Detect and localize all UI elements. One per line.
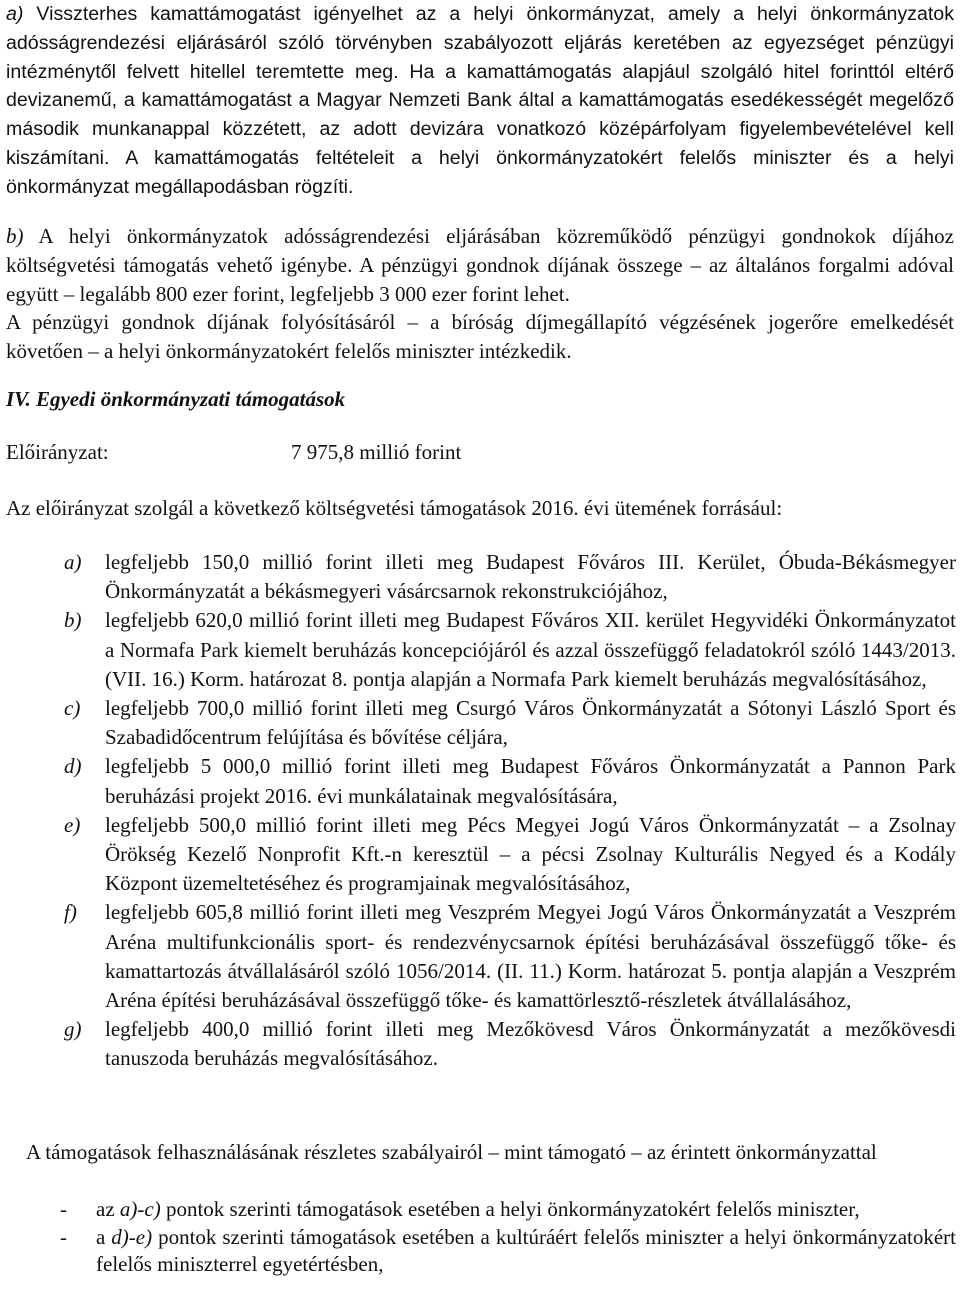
list-item xyxy=(64,694,956,752)
list-item-marker: f) xyxy=(64,900,77,925)
paragraph-b-continuation: A pénzügyi gondnok díjának folyósításáról – a bíróság díjmegállapító végzésének jogerőre emelkedését követően – a helyi önkormányzatokért felelős miniszter intézkedik. xyxy=(6,310,954,364)
list-item xyxy=(64,811,956,899)
paragraph-a xyxy=(6,0,954,202)
dash-item-point-reference: a)-c) xyxy=(119,1197,161,1221)
dash-list-item xyxy=(60,1224,956,1279)
list-item xyxy=(64,898,956,1015)
intro-text: Az előirányzat szolgál a következő költségvetési támogatások 2016. évi ütemének forrásául: xyxy=(6,496,783,520)
list-item-marker: b) xyxy=(64,608,82,633)
closing-paragraph: A támogatások felhasználásának részletes szabályairól – mint támogató – az érintett önkormányzattal xyxy=(26,1140,877,1164)
list-item-text: legfeljebb 700,0 millió forint illeti meg Csurgó Város Önkormányzatát a Sótonyi László Sport és Szabadidőcentrum felújítása és bővítése céljára, xyxy=(105,696,956,750)
list-item-text: legfeljebb 5 000,0 millió forint illeti meg Budapest Főváros Önkormányzatát a Pannon Park beruházási projekt 2016. évi munkálatainak megvalósítására, xyxy=(105,754,956,808)
paragraph-b-marker: b) xyxy=(6,224,24,248)
dash-item-suffix: pontok szerinti támogatások esetében a kultúráért felelős miniszter a helyi önkormányzatokért felelős miniszterrel egyetértésben, xyxy=(96,1224,956,1277)
list-item-text: legfeljebb 150,0 millió forint illeti meg Budapest Főváros III. Kerület, Óbuda-Békásmegyer Önkormányzatát a békásmegyeri vásárcsarnok rekonstrukciójához, xyxy=(105,550,956,604)
paragraph-a-marker: a) xyxy=(6,3,24,25)
list-item-marker: d) xyxy=(64,754,82,779)
paragraph-a-text: Visszterhes kamattámogatást igényelhet az a helyi önkormányzat, amely a helyi önkormányzatok adósságrendezési eljárásáról szóló törvényben szabályozott eljárás keretében az egyezséget pénzügyi intézménytől felvett hitellel teremtette meg. Ha a kamattámogatás alapjául szolgáló hitel forinttól eltérő devizanemű, a kamattámogatást a Magyar Nemzeti Bank által a kamattámogatás esedékességét megelőző második munkanappal közzétett, az adott devizára vonatkozó középárfolyam figyelembevételével kell kiszámítani. A kamattámogatás feltételeit a helyi önkormányzatokért felelős miniszter és a helyi önkormányzat megállapodásban rögzíti. xyxy=(6,3,954,198)
list-item-marker: g) xyxy=(64,1017,82,1042)
responsibility-list xyxy=(60,1196,956,1279)
section-heading: IV. Egyedi önkormányzati támogatások xyxy=(6,387,346,411)
dash-item-prefix: a xyxy=(96,1224,112,1249)
appropriation-value: 7 975,8 millió forint xyxy=(291,440,462,464)
paragraph-b-text: A helyi önkormányzatok adósságrendezési eljárásában közreműködő pénzügyi gondnokok díjához költségvetési támogatás vehető igénybe. A pénzügyi gondnok díjának összege – az általános forgalmi adóval együtt – legalább 800 ezer forint, legfeljebb 3 000 ezer forint lehet. xyxy=(6,224,954,306)
dash-marker: - xyxy=(60,1224,67,1249)
dash-list-item xyxy=(60,1196,956,1224)
paragraph-b xyxy=(6,222,954,366)
dash-marker: - xyxy=(60,1197,67,1221)
list-item xyxy=(64,1015,956,1073)
list-item-text: legfeljebb 400,0 millió forint illeti meg Mezőkövesd Város Önkormányzatát a mezőkövesdi tanuszoda beruházás megvalósításához. xyxy=(105,1017,956,1071)
list-item-marker: a) xyxy=(64,550,82,574)
support-list xyxy=(64,548,956,1074)
dash-item-point-reference: d)-e) xyxy=(111,1224,153,1249)
list-item xyxy=(64,606,956,694)
dash-item-prefix: az xyxy=(96,1197,120,1221)
list-item-text: legfeljebb 500,0 millió forint illeti meg Pécs Megyei Jogú Város Önkormányzatát – a Zsolnay Örökség Kezelő Nonprofit Kft.-n keresztül – a pécsi Zsolnay Kulturális Negyed és a Kodály Központ üzemeltetéséhez és programjainak megvalósításához, xyxy=(105,812,956,896)
dash-item-suffix: pontok szerinti támogatások esetében a helyi önkormányzatokért felelős miniszter, xyxy=(160,1197,860,1221)
list-item-text: legfeljebb 620,0 millió forint illeti meg Budapest Főváros XII. kerület Hegyvidéki Önkormányzatot a Normafa Park kiemelt beruházás koncepciójáról és azzal összefüggő feladatokról szóló 1443/2013. (VII. 16.) Korm. határozat 8. pontja alapján a Normafa Park kiemelt beruházás megvalósításához, xyxy=(105,608,956,691)
list-item xyxy=(64,548,956,606)
dash-item-text xyxy=(96,1224,956,1279)
dash-item-text xyxy=(96,1196,956,1224)
list-item-marker: e) xyxy=(64,812,81,837)
appropriation-label: Előirányzat: xyxy=(6,440,109,464)
list-item-marker: c) xyxy=(64,696,81,721)
list-item-text: legfeljebb 605,8 millió forint illeti meg Veszprém Megyei Jogú Város Önkormányzatát a Veszprém Aréna multifunkcionális sport- és rendezvénycsarnok építési beruházásával összefüggő tőke- és kamattartozás átvállalásáról szóló 1056/2014. (II. 11.) Korm. határozat 5. pontja alapján a Veszprém Aréna építési beruházásával összefüggő tőke- és kamattörlesztő-részletek átvállalásához, xyxy=(105,900,956,1013)
list-item xyxy=(64,752,956,810)
